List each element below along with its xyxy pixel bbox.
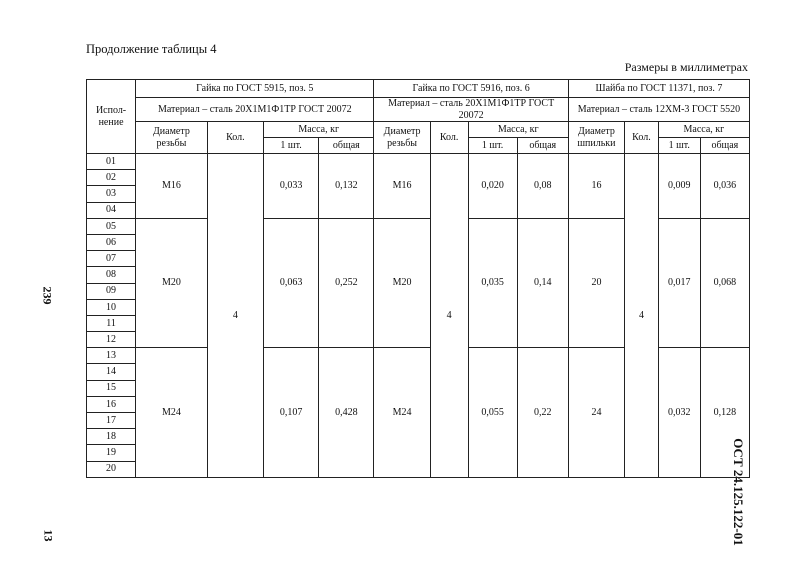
washer-stud-diameter: 16 xyxy=(568,154,624,219)
table-row xyxy=(87,154,750,170)
group-2-unit-mass-header: 1 шт. xyxy=(468,138,517,154)
variant-code: 12 xyxy=(87,332,136,348)
washer-total-mass: 0,036 xyxy=(700,154,749,219)
nut-5915-thread-diameter: М24 xyxy=(136,348,208,478)
nut-5915-quantity: 4 xyxy=(207,154,263,478)
variant-code: 13 xyxy=(87,348,136,364)
page-number-bottom: 13 xyxy=(41,529,56,542)
variant-code: 18 xyxy=(87,429,136,445)
washer-stud-diameter: 24 xyxy=(568,348,624,478)
nut-5915-total-mass: 0,428 xyxy=(319,348,374,478)
nut-5915-unit-mass: 0,033 xyxy=(263,154,318,219)
washer-quantity: 4 xyxy=(625,154,659,478)
variant-code: 20 xyxy=(87,461,136,477)
group-3-qty-header: Кол. xyxy=(625,122,659,154)
nut-5916-thread-diameter: М16 xyxy=(374,154,430,219)
group-2-diameter-header: Диаметр резьбы xyxy=(374,122,430,154)
variant-code: 05 xyxy=(87,218,136,234)
variant-code: 07 xyxy=(87,251,136,267)
variant-code: 06 xyxy=(87,234,136,250)
units-note: Размеры в миллиметрах xyxy=(624,60,748,74)
nut-5916-unit-mass: 0,055 xyxy=(468,348,517,478)
variant-header: Испол-нение xyxy=(87,80,136,154)
group-1-qty-header: Кол. xyxy=(207,122,263,154)
table-caption: Продолжение таблицы 4 xyxy=(86,42,217,56)
variant-code: 16 xyxy=(87,396,136,412)
group-2-material: Материал – сталь 20Х1М1Ф1ТР ГОСТ 20072 xyxy=(374,98,568,122)
variant-code: 11 xyxy=(87,315,136,331)
nut-5915-thread-diameter: М16 xyxy=(136,154,208,219)
washer-unit-mass: 0,032 xyxy=(658,348,700,478)
nut-5916-total-mass: 0,14 xyxy=(517,218,568,348)
nut-5916-thread-diameter: М24 xyxy=(374,348,430,478)
group-2-total-mass-header: общая xyxy=(517,138,568,154)
variant-code: 19 xyxy=(87,445,136,461)
group-3-mass-header: Масса, кг xyxy=(658,122,749,138)
document-code: ОСТ 24.125.122-01 xyxy=(731,438,746,546)
group-1-mass-header: Масса, кг xyxy=(263,122,374,138)
nut-5916-unit-mass: 0,020 xyxy=(468,154,517,219)
page-number: 239 xyxy=(40,286,55,305)
nut-5915-total-mass: 0,252 xyxy=(319,218,374,348)
group-3-diameter-header: Диаметр шпильки xyxy=(568,122,624,154)
variant-code: 15 xyxy=(87,380,136,396)
nut-5915-total-mass: 0,132 xyxy=(319,154,374,219)
variant-code: 02 xyxy=(87,170,136,186)
nut-5915-unit-mass: 0,107 xyxy=(263,348,318,478)
group-1-total-mass-header: общая xyxy=(319,138,374,154)
variant-code: 09 xyxy=(87,283,136,299)
group-2-mass-header: Масса, кг xyxy=(468,122,568,138)
washer-unit-mass: 0,017 xyxy=(658,218,700,348)
nut-5916-thread-diameter: М20 xyxy=(374,218,430,348)
group-3-unit-mass-header: 1 шт. xyxy=(658,138,700,154)
group-1-diameter-header: Диаметр резьбы xyxy=(136,122,208,154)
group-2-qty-header: Кол. xyxy=(430,122,468,154)
nut-5915-unit-mass: 0,063 xyxy=(263,218,318,348)
nut-5915-thread-diameter: М20 xyxy=(136,218,208,348)
variant-code: 17 xyxy=(87,413,136,429)
nut-5916-total-mass: 0,08 xyxy=(517,154,568,219)
group-1-title: Гайка по ГОСТ 5915, поз. 5 xyxy=(136,80,374,98)
variant-code: 01 xyxy=(87,154,136,170)
fasteners-table xyxy=(86,79,750,478)
group-3-title: Шайба по ГОСТ 11371, поз. 7 xyxy=(568,80,749,98)
washer-stud-diameter: 20 xyxy=(568,218,624,348)
nut-5916-total-mass: 0,22 xyxy=(517,348,568,478)
variant-code: 14 xyxy=(87,364,136,380)
group-1-material: Материал – сталь 20Х1М1Ф1ТР ГОСТ 20072 xyxy=(136,98,374,122)
nut-5916-quantity: 4 xyxy=(430,154,468,478)
variant-code: 04 xyxy=(87,202,136,218)
group-3-total-mass-header: общая xyxy=(700,138,749,154)
nut-5916-unit-mass: 0,035 xyxy=(468,218,517,348)
washer-total-mass: 0,128 xyxy=(700,348,749,478)
variant-code: 10 xyxy=(87,299,136,315)
group-3-material: Материал – сталь 12ХМ-3 ГОСТ 5520 xyxy=(568,98,749,122)
group-2-title: Гайка по ГОСТ 5916, поз. 6 xyxy=(374,80,568,98)
variant-code: 03 xyxy=(87,186,136,202)
variant-code: 08 xyxy=(87,267,136,283)
group-1-unit-mass-header: 1 шт. xyxy=(263,138,318,154)
washer-total-mass: 0,068 xyxy=(700,218,749,348)
washer-unit-mass: 0,009 xyxy=(658,154,700,219)
